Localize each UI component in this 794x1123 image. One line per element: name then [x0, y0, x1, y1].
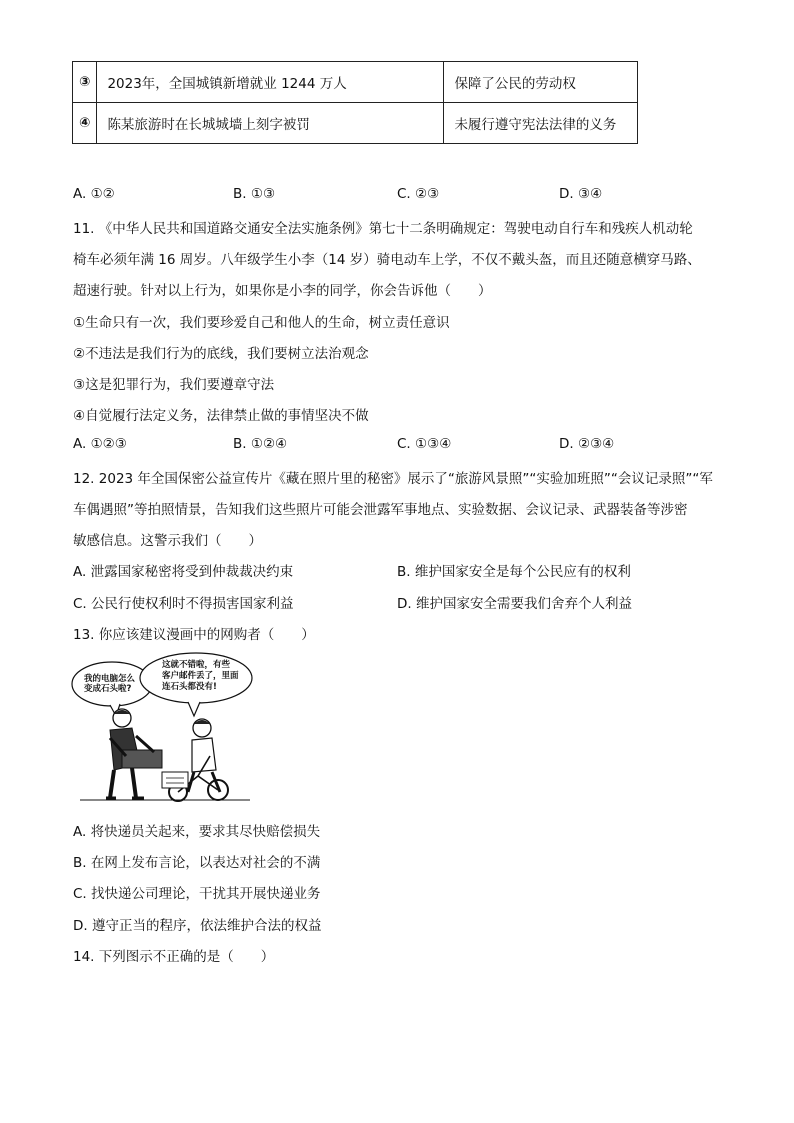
- q12-stem-line: 车偶遇照”等拍照情景，告知我们这些照片可能会泄露军事地点、实验数据、会议记录、武器装备等涉密: [73, 502, 688, 518]
- q14-stem: 14. 下列图示不正确的是（ ）: [73, 949, 275, 965]
- q13-stem: 13. 你应该建议漫画中的网购者（ ）: [73, 627, 315, 643]
- q11-statement: ④自觉履行法定义务，法律禁止做的事情坚决不做: [73, 408, 369, 424]
- q12-option-c[interactable]: C. 公民行使权利时不得损害国家利益: [73, 596, 294, 612]
- rights-obligations-table: [72, 61, 638, 144]
- row-content: 陈某旅游时在长城城墙上刻字被罚: [97, 103, 444, 144]
- q11-option-a[interactable]: A. ①②③: [73, 436, 127, 452]
- row-analysis: 未履行遵守宪法法律的义务: [444, 103, 638, 144]
- q13-option-b[interactable]: B. 在网上发布言论，以表达对社会的不满: [73, 855, 321, 871]
- q12-stem-line: 12. 2023 年全国保密公益宣传片《藏在照片里的秘密》展示了“旅游风景照”“实验加班照”“会议记录照”“军: [73, 471, 713, 487]
- q11-option-d[interactable]: D. ②③④: [559, 436, 615, 452]
- q12-option-b[interactable]: B. 维护国家安全是每个公民应有的权利: [397, 564, 631, 580]
- q10-option-d[interactable]: D. ③④: [559, 186, 603, 202]
- q11-statement: ②不违法是我们行为的底线，我们要树立法治观念: [73, 346, 369, 362]
- q12-stem-line: 敏感信息。这警示我们（ ）: [73, 533, 262, 549]
- left-speech-text: 我的电脑怎么 变成石头啦?: [84, 674, 136, 694]
- q10-option-c[interactable]: C. ②③: [397, 186, 440, 202]
- q12-option-d[interactable]: D. 维护国家安全需要我们舍弃个人利益: [397, 596, 632, 612]
- q10-option-a[interactable]: A. ①②: [73, 186, 115, 202]
- online-shopping-cartoon: [70, 652, 256, 804]
- row-content: 2023年，全国城镇新增就业 1244 万人: [97, 62, 444, 103]
- q13-option-d[interactable]: D. 遵守正当的程序，依法维护合法的权益: [73, 918, 322, 934]
- q13-option-c[interactable]: C. 找快递公司理论，干扰其开展快递业务: [73, 886, 321, 902]
- table-row: [73, 103, 638, 144]
- table-row: [73, 62, 638, 103]
- q11-statement: ①生命只有一次，我们要珍爱自己和他人的生命，树立责任意识: [73, 315, 450, 331]
- row-analysis: 保障了公民的劳动权: [444, 62, 638, 103]
- row-number: ④: [73, 103, 97, 144]
- q11-stem-line: 椅车必须年满 16 周岁。八年级学生小李（14 岁）骑电动车上学，不仅不戴头盔，而且还随意横穿马路、: [73, 252, 701, 268]
- q11-stem-line: 超速行驶。针对以上行为，如果你是小李的同学，你会告诉他（ ）: [73, 283, 492, 299]
- q10-option-b[interactable]: B. ①③: [233, 186, 276, 202]
- q11-option-c[interactable]: C. ①③④: [397, 436, 452, 452]
- row-number: ③: [73, 62, 97, 103]
- q12-option-a[interactable]: A. 泄露国家秘密将受到仲裁裁决约束: [73, 564, 294, 580]
- q11-statement: ③这是犯罪行为，我们要遵章守法: [73, 377, 275, 393]
- q13-option-a[interactable]: A. 将快递员关起来，要求其尽快赔偿损失: [73, 824, 321, 840]
- q11-option-b[interactable]: B. ①②④: [233, 436, 288, 452]
- q11-stem-line: 11. 《中华人民共和国道路交通安全法实施条例》第七十二条明确规定：驾驶电动自行车和残疾人机动轮: [73, 221, 693, 237]
- right-speech-text: 这就不错啦，有些 客户邮件丢了，里面 连石头都没有!: [162, 660, 239, 692]
